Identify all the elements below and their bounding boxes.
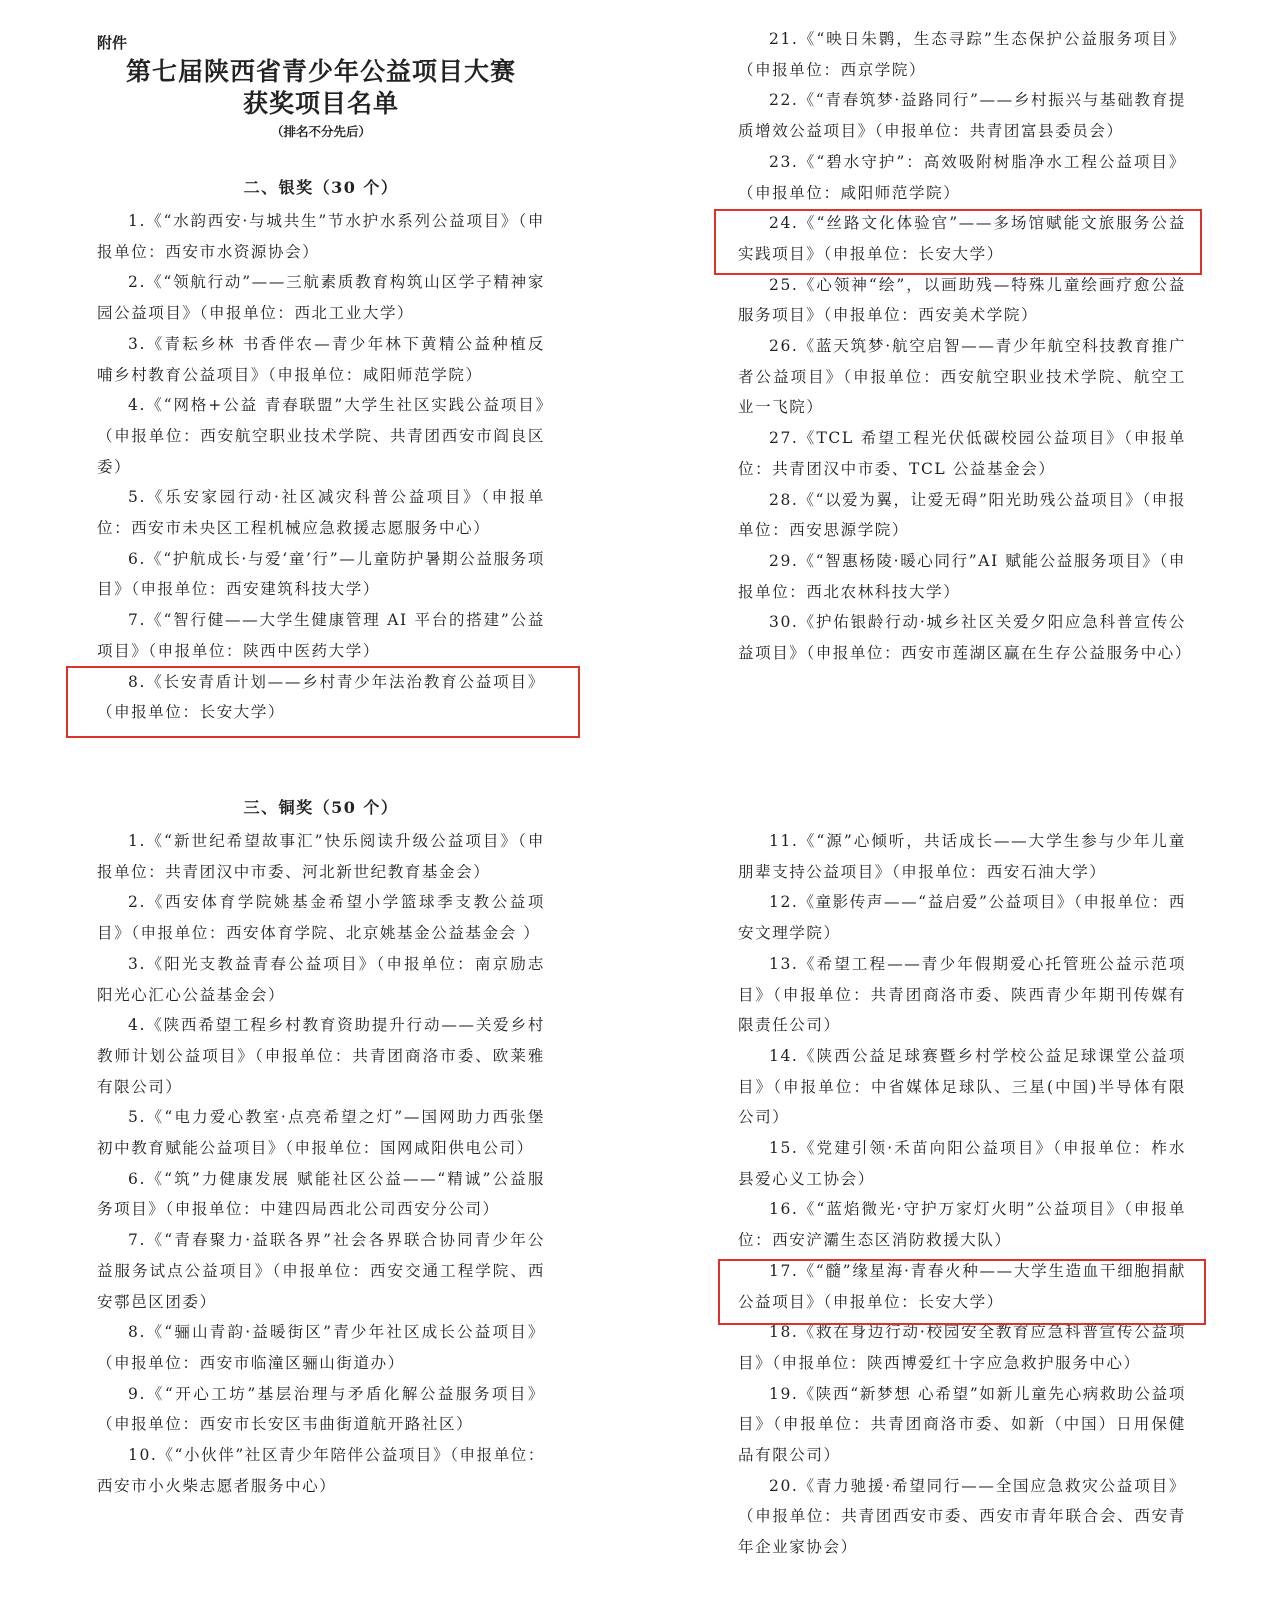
highlight-box-silver-8 [66,666,580,738]
list-item: 6.《“筑”力健康发展 赋能社区公益——“精诚”公益服务项目》（申报单位：中建四局西北公司西安分公司） [97,1169,545,1219]
list-item: 8.《“骊山青韵·益暖街区”青少年社区成长公益项目》（申报单位：西安市临潼区骊山街道办） [97,1323,545,1372]
list-item: 1.《“水韵西安·与城共生”节水护水系列公益项目》（申报单位：西安市水资源协会） [97,212,545,261]
list-item: 30.《护佑银龄行动·城乡社区关爱夕阳应急科普宣传公益项目》（申报单位：西安市莲湖区赢在生存公益服务中心） [738,613,1192,663]
document-subtitle: （排名不分先后） [270,124,371,139]
list-item: 28.《“以爱为翼，让爱无碍”阳光助残公益项目》（申报单位：西安思源学院） [738,490,1186,540]
list-item: 2.《西安体育学院姚基金希望小学篮球季支教公益项目》（申报单位：西安体育学院、北京姚基金公益基金会 ） [97,893,545,943]
list-item: 1.《“新世纪希望故事汇”快乐阅读升级公益项目》（申报单位：共青团汉中市委、河北新世纪教育基金会） [97,832,545,881]
list-item: 4.《“网格+公益 青春联盟”大学生社区实践公益项目》（申报单位：西安航空职业技术学院、共青团西安市阎良区委） [97,396,545,476]
list-item: 25.《心领神“绘”，以画助残—特殊儿童绘画疗愈公益服务项目》（申报单位：西安美术学院） [738,275,1186,325]
list-item: 7.《“青春聚力·益联各界”社会各界联合协同青少年公益服务试点公益项目》（申报单位：西安交通工程学院、西安鄠邑区团委） [97,1231,545,1311]
bronze-list-left [97,798,545,1501]
list-item: 16.《“蓝焰微光·守护万家灯火明”公益项目》（申报单位：西安浐灞生态区消防救援大队） [738,1200,1186,1250]
list-item: 19.《陕西“新梦想 心希望”如新儿童先心病救助公益项目》（申报单位：共青团商洛市委、如新（中国）日用保健品有限公司） [738,1384,1186,1465]
list-item: 12.《童影传声——“益启爱”公益项目》（申报单位：西安文理学院） [738,893,1186,943]
list-item: 10.《“小伙伴”社区青少年陪伴公益项目》（申报单位：西安市小火柴志愿者服务中心） [97,1446,545,1495]
list-item: 7.《“智行健——大学生健康管理 AI 平台的搭建”公益项目》（申报单位：陕西中医药大学） [97,611,545,660]
list-item: 9.《“开心工坊”基层治理与矛盾化解公益服务项目》（申报单位：西安市长安区韦曲街道航开路社区） [97,1384,545,1434]
attachment-label: 附件 [97,34,128,52]
list-item: 27.《TCL 希望工程光伏低碳校园公益项目》（申报单位：共青团汉中市委、TCL 公益基金会） [738,429,1186,478]
list-item: 17.《“髓”缘星海·青春火种——大学生造血干细胞捐献公益项目》（申报单位：长安大学） [738,1261,1186,1311]
bronze-list-right [738,826,1186,1563]
list-item: 4.《陕西希望工程乡村教育资助提升行动——关爱乡村教师计划公益项目》（申报单位：共青团商洛市委、欧莱雅有限公司） [97,1016,545,1096]
list-item: 2.《“领航行动”——三航素质教育构筑山区学子精神家园公益项目》（申报单位：西北工业大学） [97,273,545,323]
list-item: 3.《青耘乡林 书香伴农—青少年林下黄精公益种植反哺乡村教育公益项目》（申报单位：咸阳师范学院） [97,334,545,384]
list-item: 13.《希望工程——青少年假期爱心托管班公益示范项目》（申报单位：共青团商洛市委、陕西青少年期刊传媒有限责任公司） [738,954,1186,1035]
list-item: 5.《“电力爱心教室·点亮希望之灯”—国网助力西张堡初中教育赋能公益项目》（申报单位：国网咸阳供电公司） [97,1108,545,1158]
silver-list-left [97,178,545,728]
document-title-line-2: 获奖项目名单 [242,89,399,118]
list-item: 21.《“映日朱鹮，生态寻踪”生态保护公益服务项目》（申报单位：西京学院） [738,30,1186,79]
list-item: 24.《“丝路文化体验官”——多场馆赋能文旅服务公益实践项目》（申报单位：长安大学） [738,214,1186,263]
list-item: 29.《“智惠杨陵·暖心同行”AI 赋能公益服务项目》（申报单位：西北农林科技大学） [738,551,1186,601]
list-item: 26.《蓝天筑梦·航空启智——青少年航空科技教育推广者公益项目》（申报单位：西安航空职业技术学院、航空工业一飞院） [738,337,1186,417]
document-title-line-1: 第七届陕西省青少年公益项目大赛 [125,57,516,86]
bronze-heading: 三、铜奖（50 个） [243,798,399,817]
list-item: 5.《乐安家园行动·社区减灾科普公益项目》（申报单位：西安市未央区工程机械应急救援志愿服务中心） [97,488,545,538]
highlight-box-bronze-17 [718,1259,1206,1325]
list-item: 3.《阳光支教益青春公益项目》（申报单位：南京励志阳光心汇心公益基金会） [97,954,545,1004]
highlight-box-silver-24 [714,209,1202,275]
list-item: 6.《“护航成长·与爱‘童’行”—儿童防护暑期公益服务项目》（申报单位：西安建筑科技大学） [97,549,545,599]
list-item: 8.《长安青盾计划——乡村青少年法治教育公益项目》（申报单位：长安大学） [97,672,545,722]
list-item: 23.《“碧水守护”：高效吸附树脂净水工程公益项目》（申报单位：咸阳师范学院） [738,152,1186,202]
silver-heading: 二、银奖（30 个） [243,178,399,197]
list-item: 18.《救在身边行动·校园安全教育应急科普宣传公益项目》（申报单位：陕西博爱红十字应急救护服务中心） [738,1323,1186,1372]
list-item: 22.《“青春筑梦·益路同行”——乡村振兴与基础教育提质增效公益项目》（申报单位：共青团富县委员会） [738,91,1186,141]
list-item: 14.《陕西公益足球赛暨乡村学校公益足球课堂公益项目》（申报单位：中省媒体足球队、三星(中国)半导体有限公司） [738,1046,1186,1127]
list-item: 20.《青力驰援·希望同行——全国应急救灾公益项目》（申报单位：共青团西安市委、西安市青年联合会、西安青年企业家协会） [738,1476,1186,1557]
list-item: 15.《党建引领·禾苗向阳公益项目》（申报单位：柞水县爱心义工协会） [738,1139,1186,1188]
list-item: 11.《“源”心倾听，共话成长——大学生参与少年儿童朋辈支持公益项目》（申报单位：西安石油大学） [738,832,1186,881]
silver-list-right [738,24,1192,669]
